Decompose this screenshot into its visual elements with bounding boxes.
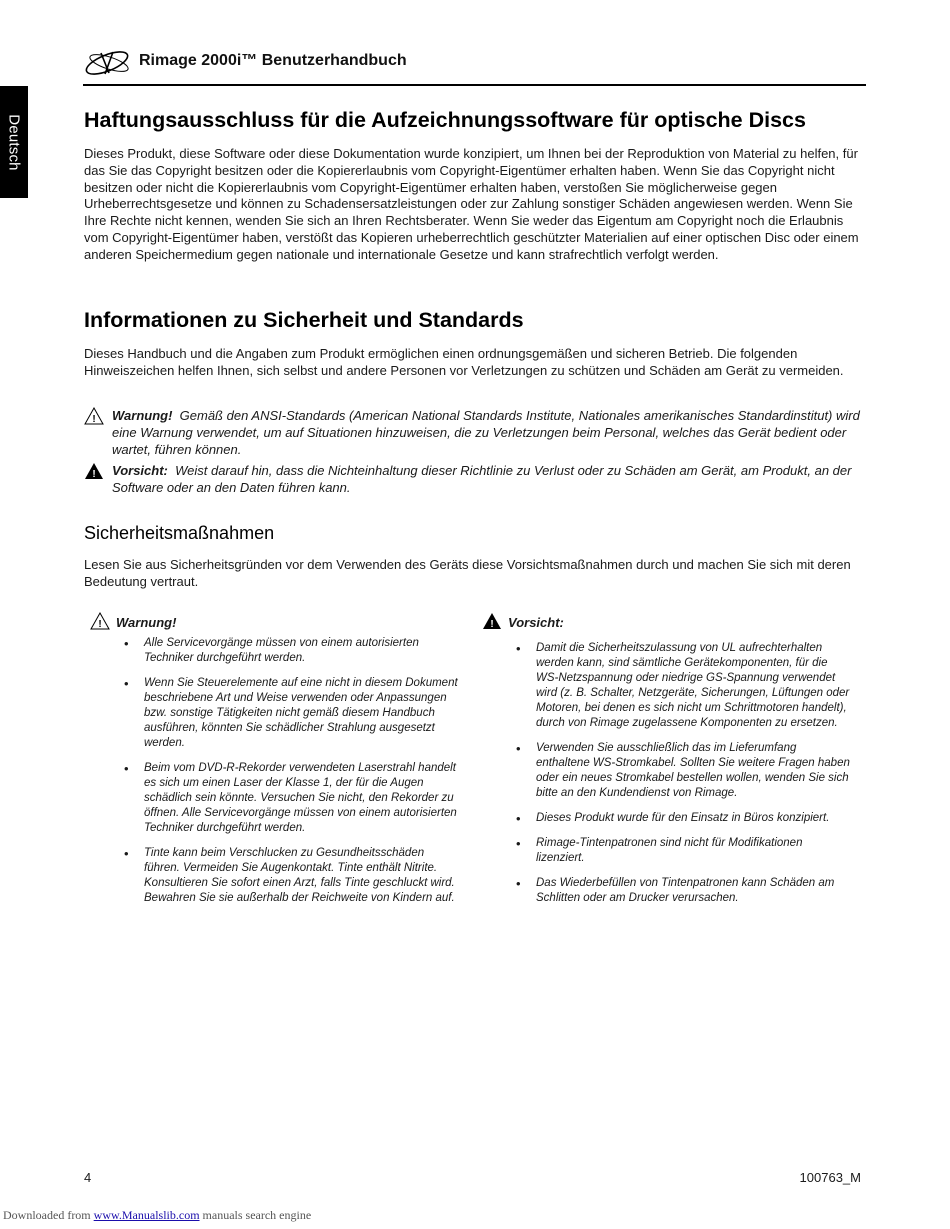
manual-title: Rimage 2000i™ Benutzerhandbuch [139, 52, 407, 69]
warning-column [90, 612, 460, 916]
list-item: • Tinte kann beim Verschlucken zu Gesundheitsschäden führen. Vermeiden Sie Augenkontakt. Tinte enthält Nitrite. Konsultieren Sie sofort einen Arzt, falls Tinte geschluckt wird. Bewahren Sie sie außerhalb der Reichweite von Kindern auf. [90, 846, 460, 906]
caution-notice [84, 462, 870, 496]
section-title-precautions: Sicherheitsmaßnahmen [84, 523, 275, 543]
safety-intro-text: Dieses Handbuch und die Angaben zum Produkt ermöglichen einen ordnungsgemäßen und sicheren Betrieb. Die folgenden Hinweiszeichen helfen Ihnen, sich selbst und andere Personen vor Verletzungen zu schützen und Schäden am Gerät zu vermeiden. [84, 346, 844, 378]
page-number: 4 [84, 1170, 92, 1185]
list-item: • Wenn Sie Steuerelemente auf eine nicht in diesem Dokument beschriebene Art und Weise verwenden oder Anpassungen bzw. sonstige Tätigkeiten nicht gemäß diesem Handbuch ausführen, könnten Sie schädlicher Strahlung ausgesetzt werden. [90, 676, 460, 751]
caution-label: Vorsicht: [112, 463, 168, 478]
caution-column [482, 612, 852, 916]
svg-text:!: ! [92, 414, 96, 425]
list-item: • Alle Servicevorgänge müssen von einem autorisierten Techniker durchgeführt werden. [90, 636, 460, 666]
list-item: • Verwenden Sie ausschließlich das im Lieferumfang enthaltene WS-Stromkabel. Sollten Sie weitere Fragen haben oder ein neues Stromkabel bestellen wollen, wenden Sie sich bitte an den Kundendienst von Rimage. [482, 741, 852, 801]
warning-notice [84, 407, 870, 458]
document-id: 100763_M [799, 1170, 861, 1185]
list-item: • Beim vom DVD-R-Rekorder verwendeten Laserstrahl handelt es sich um einen Laser der Klasse 1, der für die Augen schädlich sein könnte. Versuchen Sie nicht, den Rekorder zu öffnen. Alle Servicevorgänge müssen von einem autorisierten Techniker durchgeführt werden. [90, 761, 460, 836]
caution-filled-icon [84, 462, 104, 480]
svg-text:!: ! [98, 619, 102, 630]
section-title-disclaimer: Haftungsausschluss für die Aufzeichnungssoftware für optische Discs [84, 108, 806, 132]
list-item: • Dieses Produkt wurde für den Einsatz in Büros konzipiert. [482, 811, 852, 826]
language-tab [0, 86, 28, 198]
download-footer [3, 1208, 311, 1223]
caution-text: Weist darauf hin, dass die Nichteinhaltung dieser Richtlinie zu Verlust oder zu Schäden am Gerät, am Produkt, an der Software oder an den Daten führen kann. [112, 463, 852, 495]
section-title-safety: Informationen zu Sicherheit und Standards [84, 308, 524, 332]
language-tab-label: Deutsch [5, 113, 23, 171]
warning-label: Warnung! [112, 408, 173, 423]
svg-text:!: ! [490, 619, 494, 630]
rimage-logo-icon [83, 47, 133, 79]
caution-column-label: Vorsicht: [508, 615, 564, 630]
warning-outline-icon [90, 612, 110, 630]
footer-prefix: Downloaded from [3, 1208, 94, 1222]
page-header [83, 44, 866, 86]
list-item: • Damit die Sicherheitszulassung von UL aufrechterhalten werden kann, sind sämtliche Gerätekomponenten, für die WS-Netzspannung oder niedrige GS-Spannung verwendet wird (z. B. Schalter, Netzgeräte, Sicherungen, Lüftungen oder Motoren, bei denen es sich nicht um Schrittmotoren handelt), durch von Rimage zugelassene Komponenten zu ersetzen. [482, 641, 852, 731]
warning-column-label: Warnung! [116, 615, 177, 630]
precautions-intro-text: Lesen Sie aus Sicherheitsgründen vor dem Verwenden des Geräts diese Vorsichtsmaßnahmen durch und machen Sie sich mit deren Bedeutung vertraut. [84, 557, 851, 589]
warning-outline-icon [84, 407, 104, 425]
manualslib-link[interactable]: www.Manualslib.com [93, 1208, 200, 1222]
list-item: • Rimage-Tintenpatronen sind nicht für Modifikationen lizenziert. [482, 836, 852, 866]
list-item: • Das Wiederbefüllen von Tintenpatronen kann Schäden am Schlitten oder am Drucker verursachen. [482, 876, 852, 906]
warning-text: Gemäß den ANSI-Standards (American National Standards Institute, Nationales amerikanisches Standardinstitut) wird eine Warnung verwendet, um auf Situationen hinzuweisen, die zu Verletzungen beim Personal, welches das Gerät bedient oder wartet, führen können. [112, 408, 860, 457]
disclaimer-text: Dieses Produkt, diese Software oder diese Dokumentation wurde konzipiert, um Ihnen bei der Reproduktion von Material zu helfen, für das Sie das Copyright besitzen oder die Kopiererlaubnis vom Copyright-Eigentümer erhalten haben. Wenn Sie das Copyright nicht besitzen oder nicht die Kopiererlaubnis vom Copyright-Eigentümer erhalten haben, verstoßen Sie möglicherweise gegen Urheberrechtsgesetze und können zu Schadensersatzleistungen oder zur Zahlung sonstiger Schäden angewiesen werden. Wenn Sie Ihre Rechte nicht kennen, wenden Sie sich an Ihren Rechtsberater. Wenn Sie weder das Eigentum am Copyright noch die Erlaubnis vom Copyright-Eigentümer haben, verstößt das Kopieren urheberrechtlich geschützter Materialien auf einer optischen Disc oder einem anderen Speichermedium gegen nationale und internationale Gesetze und kann strafrechtlich verfolgt werden. [84, 146, 859, 262]
svg-text:!: ! [92, 469, 96, 480]
footer-suffix: manuals search engine [199, 1208, 312, 1222]
caution-filled-icon [482, 612, 502, 630]
